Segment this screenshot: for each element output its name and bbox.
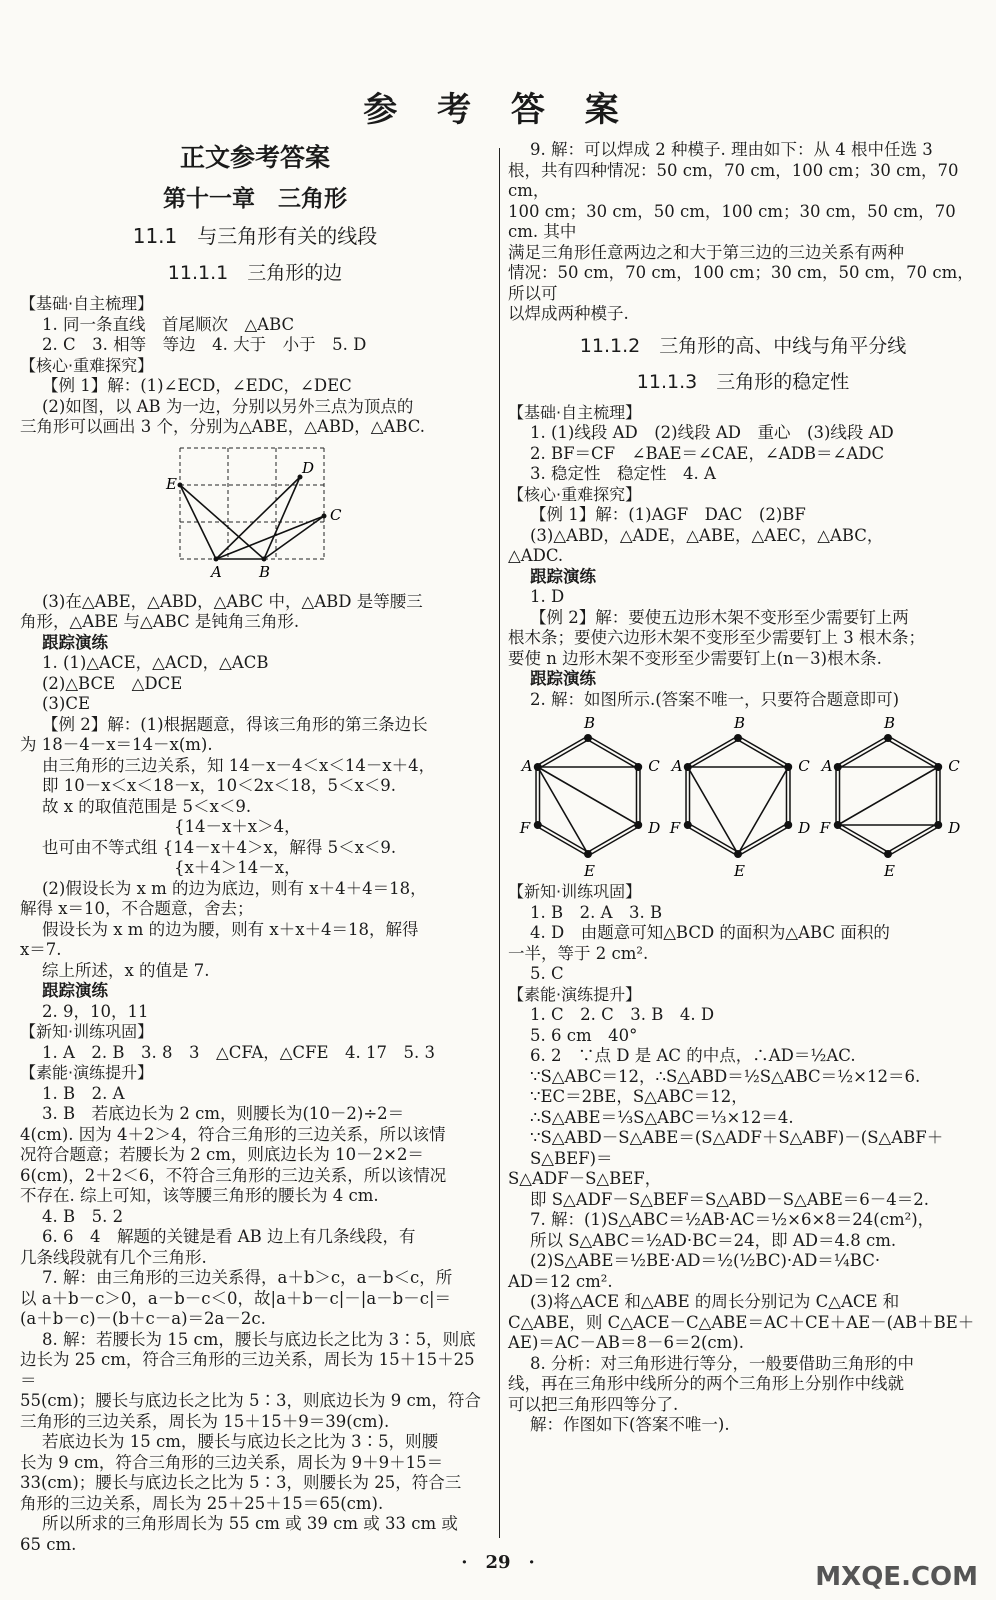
text-line: 3. 稳定性 稳定性 4. A xyxy=(530,464,716,483)
text-line: (3)△ABD，△ADE，△ABE，△AEC，△ABC， xyxy=(530,525,884,545)
subsection-label: 跟踪演练 xyxy=(530,669,596,688)
text-line: 【例 2】解：要使五边形木架不变形至少需要钉上两 xyxy=(530,607,909,627)
right-body xyxy=(508,403,978,1436)
text-line: C△ABE，则 C△ACE－C△ABE＝AC＋CE＋AE－(AB＋BE＋ xyxy=(508,1312,975,1332)
text-line: 即 10－x＜x＜18－x，10＜2x＜18，5＜x＜9. xyxy=(42,776,396,795)
page-title: 参 考 答 案 xyxy=(363,90,633,130)
text-line: 2. 9，10，11 xyxy=(42,1001,149,1021)
right-top-body xyxy=(508,140,978,325)
joint-C xyxy=(934,763,942,771)
text-line: AD＝12 cm². xyxy=(508,1271,613,1291)
lesson-heading-2: 11.1.2 三角形的高、中线与角平分线 xyxy=(579,334,907,357)
text-line: (3)CE xyxy=(42,694,91,713)
subsection-label: 跟踪演练 xyxy=(530,566,596,586)
text-line: 7. 解：由三角形的三边关系得，a＋b＞c，a－b＜c，所 xyxy=(42,1268,453,1287)
joint-F xyxy=(534,821,542,829)
text-line: 1. 同一条直线 首尾顺次 △ABC xyxy=(42,314,295,334)
text-line: 一半，等于 2 cm². xyxy=(508,943,649,963)
text-line: 100 cm；30 cm，50 cm，100 cm；30 cm，50 cm，70 cm. 其中 xyxy=(508,201,956,241)
point-C xyxy=(322,513,327,518)
text-line: 线，再在三角形中线所分的两个三角形上分别作中线就 xyxy=(508,1374,904,1393)
section-tag: 【基础·自主梳理】 xyxy=(20,294,154,313)
joint-C xyxy=(634,763,642,771)
subsection-label: 跟踪演练 xyxy=(42,981,108,1000)
vertex-label: B xyxy=(734,714,746,732)
text-line: 1. (1)△ACE，△ACD，△ACB xyxy=(42,653,269,672)
joint-B xyxy=(584,734,592,742)
vertex-label: D xyxy=(948,819,961,837)
text-line: 55(cm)；腰长与底边长之比为 5∶3，则底边长为 9 cm，符合 xyxy=(20,1391,481,1410)
joint-B xyxy=(884,734,892,742)
section-tag: 【核心·重难探究】 xyxy=(20,355,154,375)
text-line: 1. B 2. A xyxy=(42,1083,125,1103)
subsection-heading: 11.1 与三角形有关的线段 xyxy=(132,224,378,248)
vertex-label: C xyxy=(798,757,810,775)
section-tag: 【新知·训练巩固】 xyxy=(508,882,642,901)
vertex-label: F xyxy=(819,819,831,837)
diagonal-FC xyxy=(838,767,938,825)
vertex-label: C xyxy=(948,757,960,775)
segment-AD xyxy=(216,477,300,559)
text-line: (3)在△ABE，△ABD，△ABC 中，△ABD 是等腰三 xyxy=(42,591,423,611)
column-divider xyxy=(499,148,500,1538)
joint-C xyxy=(784,763,792,771)
text-line: 4. D 由题意可知△BCD 的面积为△ABC 面积的 xyxy=(530,923,890,942)
point-label: C xyxy=(330,505,342,524)
text-line: 9. 解：可以焊成 2 种模子. 理由如下：从 4 根中任选 3 xyxy=(530,140,933,159)
text-line: 解：作图如下(答案不唯一). xyxy=(530,1415,730,1434)
vertex-label: F xyxy=(669,819,681,837)
vertex-label: A xyxy=(821,757,833,775)
point-label: B xyxy=(259,562,271,581)
text-line: 1. B 2. A 3. B xyxy=(530,902,663,922)
joint-E xyxy=(884,850,892,858)
text-line: 5. 6 cm 40° xyxy=(530,1025,638,1045)
joint-A xyxy=(684,763,692,771)
text-line: 由三角形的三边关系，知 14－x－4＜x＜14－x＋4， xyxy=(42,755,436,775)
hexagon-edge-inner xyxy=(588,825,638,854)
text-line: 6(cm)，2＋2＜6，不符合三角形的三边关系，所以该情况 xyxy=(20,1165,447,1185)
point-label: E xyxy=(166,474,177,493)
text-line: 7. 解：(1)S△ABC＝½AB·AC＝½×6×8＝24(cm²)， xyxy=(530,1210,935,1229)
text-line: 8. 解：若腰长为 15 cm，腰长与底边长之比为 3∶5，则底 xyxy=(42,1329,476,1349)
text-line: 综上所述，x 的值是 7. xyxy=(42,960,210,980)
text-line: 要使 n 边形木架不变形至少需要钉上(n－3)根木条. xyxy=(508,648,882,668)
text-line: (2)如图，以 AB 为一边，分别以另外三点为顶点的 xyxy=(42,396,414,416)
text-line: (2)S△ABE＝½BE·AD＝½(½BC)·AD＝¼BC· xyxy=(530,1251,881,1270)
text-line: ∵S△ABC＝12，∴S△ABD＝½S△ABC＝½×12＝6. xyxy=(530,1066,921,1086)
hexagon-edge-inner xyxy=(838,825,888,854)
text-line: {x＋4＞14－x， xyxy=(42,858,301,877)
text-line: 也可由不等式组 {14－x＋4＞x，解得 5＜x＜9. xyxy=(42,837,397,857)
text-line: 解得 x＝10，不合题意，舍去； xyxy=(20,899,254,918)
lesson-heading-3: 11.1.3 三角形的稳定性 xyxy=(636,370,850,393)
hexagon-edge-inner xyxy=(538,738,588,767)
text-line: 33(cm)；腰长与底边长之比为 5∶3，则腰长为 25，符合三 xyxy=(20,1473,462,1492)
hexagon-edge-inner xyxy=(588,738,638,767)
text-line: 若底边长为 15 cm，腰长与底边长之比为 3∶5，则腰 xyxy=(42,1432,439,1451)
section-tag: 【素能·演练提升】 xyxy=(508,984,642,1004)
text-line: 况符合题意；若腰长为 2 cm，则底边长为 10－2×2＝ xyxy=(20,1145,424,1164)
text-line: 角形的三边关系，周长为 25＋25＋15＝65(cm). xyxy=(20,1493,384,1513)
triangle-grid-figure xyxy=(20,440,490,590)
text-line: 长为 9 cm，符合三角形的三边关系，周长为 9＋9＋15＝ xyxy=(20,1452,444,1472)
text-line: (a＋b－c)－(b＋c－a)＝2a－2c. xyxy=(20,1309,266,1328)
hexagon-edge-inner xyxy=(888,738,938,767)
text-line: 以焊成两种模子. xyxy=(508,304,629,323)
point-label: D xyxy=(302,458,315,477)
vertex-label: A xyxy=(671,757,683,775)
joint-D xyxy=(634,821,642,829)
joint-F xyxy=(834,821,842,829)
joint-E xyxy=(584,850,592,858)
text-line: 【例 1】解：(1)∠ECD，∠EDC，∠DEC xyxy=(42,376,352,395)
right-column xyxy=(508,140,978,1436)
vertex-label: B xyxy=(584,714,596,732)
vertex-label: C xyxy=(648,757,660,775)
text-line: 【例 1】解：(1)AGF DAC (2)BF xyxy=(530,505,806,524)
text-line: 所以 S△ABC＝½AD·BC＝24，即 AD＝4.8 cm. xyxy=(530,1230,897,1250)
vertex-label: F xyxy=(519,819,531,837)
text-line: 边长为 25 cm，符合三角形的三边关系，周长为 15＋15＋25＝ xyxy=(20,1350,475,1390)
text-line: 角形，△ABE 与△ABC 是钝角三角形. xyxy=(20,612,300,631)
text-line: △ADC. xyxy=(508,546,564,565)
text-line: 1. D xyxy=(530,587,565,606)
text-line: ∵S△ABD－S△ABE＝(S△ADF＋S△ABF)－(S△ABF＋S△BEF)＝ xyxy=(530,1128,944,1168)
left-column xyxy=(20,140,490,1555)
text-line: 为 18－4－x＝14－x(m). xyxy=(20,735,213,754)
vertex-label: A xyxy=(521,757,533,775)
section-tag: 【核心·重难探究】 xyxy=(508,484,642,504)
hexagon-edge-inner xyxy=(838,738,888,767)
section-tag: 【新知·训练巩固】 xyxy=(20,1022,154,1041)
text-line: ∵EC＝2BE，S△ABC＝12， xyxy=(530,1087,748,1106)
text-line: AE)＝AC－AB＝8－6＝2(cm). xyxy=(508,1333,744,1352)
point-B xyxy=(262,556,267,561)
hexagon-edge-inner xyxy=(688,738,738,767)
text-line: 即 S△ADF－S△BEF＝S△ABD－S△ABE＝6－4＝2. xyxy=(530,1189,930,1209)
text-line: 2. C 3. 相等 等边 4. 大于 小于 5. D xyxy=(42,335,367,354)
text-line: (3)将△ACE 和△ABE 的周长分别记为 C△ACE 和 xyxy=(530,1292,900,1311)
text-line: 可以把三角形四等分了. xyxy=(508,1394,679,1414)
text-line: 1. C 2. C 3. B 4. D xyxy=(530,1005,715,1024)
vertex-label: E xyxy=(884,862,895,880)
text-line: 5. C xyxy=(530,964,564,983)
lesson-heading: 11.1.1 三角形的边 xyxy=(167,262,343,284)
text-line: 根木条；要使六边形木架不变形至少需要钉上 3 根木条； xyxy=(508,628,925,647)
hexagon-edge-inner xyxy=(888,825,938,854)
text-line: 满足三角形任意两边之和大于第三边的三边关系有两种 xyxy=(508,242,904,262)
text-line: {14－x＋x＞4， xyxy=(42,817,301,836)
joint-A xyxy=(834,763,842,771)
vertex-label: D xyxy=(648,819,661,837)
text-line: ∴S△ABE＝⅓S△ABC＝⅓×12＝4. xyxy=(530,1107,794,1127)
vertex-label: D xyxy=(798,819,811,837)
vertex-label: E xyxy=(734,862,745,880)
text-line: 3. B 若底边长为 2 cm，则腰长为(10－2)÷2＝ xyxy=(42,1104,405,1123)
text-line: 以 a＋b－c＞0，a－b－c＜0，故|a＋b－c|－|a－b－c|＝ xyxy=(20,1288,452,1308)
text-line: 4(cm). 因为 4＋2＞4，符合三角形的三边关系，所以该情 xyxy=(20,1124,446,1144)
text-line: (2)假设长为 x m 的边为底边，则有 x＋4＋4＝18， xyxy=(42,878,427,898)
text-line: 1. A 2. B 3. 8 3 △CFA，△CFE 4. 17 5. 3 xyxy=(42,1042,436,1062)
vertex-label: E xyxy=(584,862,595,880)
joint-A xyxy=(534,763,542,771)
text-line: 几条线段就有几个三角形. xyxy=(20,1247,207,1267)
text-line: 【例 2】解：(1)根据题意，得该三角形的第三条边长 xyxy=(42,714,428,734)
text-line: 1. (1)线段 AD (2)线段 AD 重心 (3)线段 AD xyxy=(530,423,894,442)
text-line: 6. 2 ∵点 D 是 AC 的中点，∴AD＝½AC. xyxy=(530,1046,856,1065)
point-E xyxy=(178,482,183,487)
hexagon-edge-inner xyxy=(738,738,788,767)
text-line: x＝7. xyxy=(20,940,62,959)
watermark: MXQE.COM xyxy=(815,1562,978,1592)
section-tag: 【基础·自主梳理】 xyxy=(508,402,642,422)
text-line: (2)△BCE △DCE xyxy=(42,673,183,693)
text-line: 4. B 5. 2 xyxy=(42,1206,124,1226)
joint-D xyxy=(784,821,792,829)
joint-F xyxy=(684,821,692,829)
page-number: · 29 · xyxy=(461,1552,535,1573)
text-line: 三角形的三边关系，周长为 15＋15＋9＝39(cm). xyxy=(20,1411,390,1431)
left-body xyxy=(20,294,490,1555)
text-line: 2. 解：如图所示.(答案不唯一，只要符合题意即可) xyxy=(530,689,900,709)
vertex-label: B xyxy=(884,714,896,732)
text-line: 所以所求的三角形周长为 55 cm 或 39 cm 或 33 cm 或 xyxy=(42,1514,458,1533)
text-line: 65 cm. xyxy=(20,1534,77,1554)
text-line: 不存在. 综上可知，该等腰三角形的腰长为 4 cm. xyxy=(20,1186,379,1205)
text-line: 6. 6 4 解题的关键是看 AB 边上有几条线段，有 xyxy=(42,1227,416,1246)
text-line: S△ADF－S△BEF， xyxy=(508,1169,662,1188)
point-label: A xyxy=(211,562,222,581)
text-line: 2. BF＝CF ∠BAE＝∠CAE，∠ADB＝∠ADC xyxy=(530,443,885,463)
section-heading: 正文参考答案 xyxy=(179,143,330,172)
text-line: 情况：50 cm，70 cm，100 cm；30 cm，50 cm，70 cm，所以可 xyxy=(508,263,974,303)
text-line: 8. 分析：对三角形进行等分，一般要借助三角形的中 xyxy=(530,1353,914,1373)
joint-D xyxy=(934,821,942,829)
joint-E xyxy=(734,850,742,858)
chapter-heading: 第十一章 三角形 xyxy=(163,186,347,212)
text-line: 假设长为 x m 的边为腰，则有 x＋x＋4＝18，解得 xyxy=(42,919,419,939)
point-A xyxy=(214,556,219,561)
text-line: 故 x 的取值范围是 5＜x＜9. xyxy=(42,796,252,816)
joint-B xyxy=(734,734,742,742)
section-tag: 【素能·演练提升】 xyxy=(20,1063,154,1082)
hexagon-figures xyxy=(508,712,978,880)
diagonal-AD xyxy=(538,767,638,825)
text-line: 根，共有四种情况：50 cm，70 cm，100 cm；30 cm，70 cm， xyxy=(508,160,959,200)
text-line: 三角形可以画出 3 个，分别为△ABE，△ABD，△ABC. xyxy=(20,417,426,436)
subsection-label: 跟踪演练 xyxy=(42,632,108,652)
